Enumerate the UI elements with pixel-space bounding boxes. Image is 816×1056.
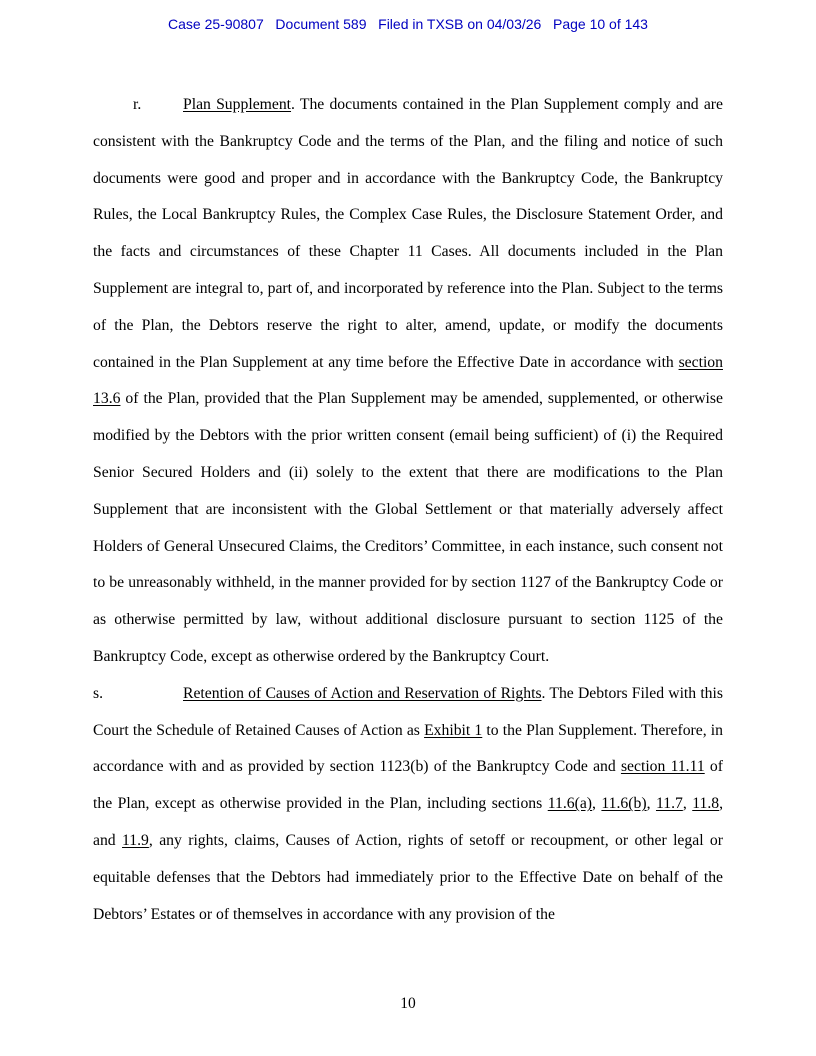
page-number: 10 (400, 995, 416, 1012)
text-run: , (646, 795, 656, 813)
underlined-text-run: Retention of Causes of Action and Reservation of Rights (183, 684, 542, 702)
paragraph-s (93, 676, 723, 934)
text-run: , (682, 795, 693, 813)
paragraph-text (93, 685, 723, 923)
underlined-text-run: Plan Supplement (183, 96, 292, 113)
text-run: of the Plan, except as otherwise provided in the Plan, including sections (93, 758, 723, 813)
paragraph-r (93, 87, 723, 676)
underlined-text-run: section 13.6 (93, 353, 723, 408)
paragraph-label: s. (93, 684, 104, 702)
text-run: , any rights, claims, Causes of Action, rights of setoff or recoupment, or other legal or equitable defenses that the Debtors had immediately prior to the Effective Date on behalf of the Debtors’ Estates or of themselves in accordance with any provision of the (93, 831, 723, 923)
underlined-text-run: section 11.11 (620, 758, 705, 776)
text-run: to the Plan Supplement. Therefore, in accordance with and as provided by section 1123(b) of the Bankruptcy Code and (93, 721, 724, 776)
paragraph-text (93, 96, 723, 665)
paragraph-label: r. (133, 96, 142, 113)
underlined-text-run: 11.7 (655, 795, 683, 813)
underlined-text-run: Exhibit 1 (424, 721, 483, 739)
text-run: of the Plan, provided that the Plan Supplement may be amended, supplemented, or otherwise modified by the Debtors with the prior written consent (email being sufficient) of (i) the Required Senior Secured Holders and (ii) solely to the extent that there are modifications to the Plan Supplement that are inconsistent with the Global Settlement or that materially adversely affect Holders of General Unsecured Claims, the Creditors’ Committee, in each instance, such consent not to be unreasonably withheld, in the manner provided for by section 1127 of the Bankruptcy Code or as otherwise permitted by law, without additional disclosure pursuant to section 1125 of the Bankruptcy Code, except as otherwise ordered by the Bankruptcy Court. (93, 390, 723, 665)
text-run: , (592, 795, 602, 813)
text-run: . The documents contained in the Plan Supplement comply and are consistent with the Bankruptcy Code and the terms of the Plan, and the filing and notice of such documents were good and proper and in accordance with the Bankruptcy Code, the Bankruptcy Rules, the Local Bankruptcy Rules, the Complex Case Rules, the Disclosure Statement Order, and the facts and circumstances of these Chapter 11 Cases. All documents included in the Plan Supplement are integral to, part of, and incorporated by reference into the Plan. Subject to the terms of the Plan, the Debtors reserve the right to alter, amend, update, or modify the documents contained in the Plan Supplement at any time before the Effective Date in accordance with (93, 96, 723, 371)
underlined-text-run: 11.6(a) (547, 795, 593, 813)
underlined-text-run: 11.6(b) (601, 795, 647, 813)
underlined-text-run: 11.8 (692, 795, 720, 813)
document-body (93, 87, 723, 933)
underlined-text-run: 11.9 (122, 831, 149, 849)
text-run: , and (93, 795, 724, 849)
text-run: . The Debtors Filed with this Court the Schedule of Retained Causes of Action as (93, 684, 723, 739)
case-caption-header: Case 25-90807 Document 589 Filed in TXSB on 04/03/26 Page 10 of 143 (168, 16, 648, 32)
